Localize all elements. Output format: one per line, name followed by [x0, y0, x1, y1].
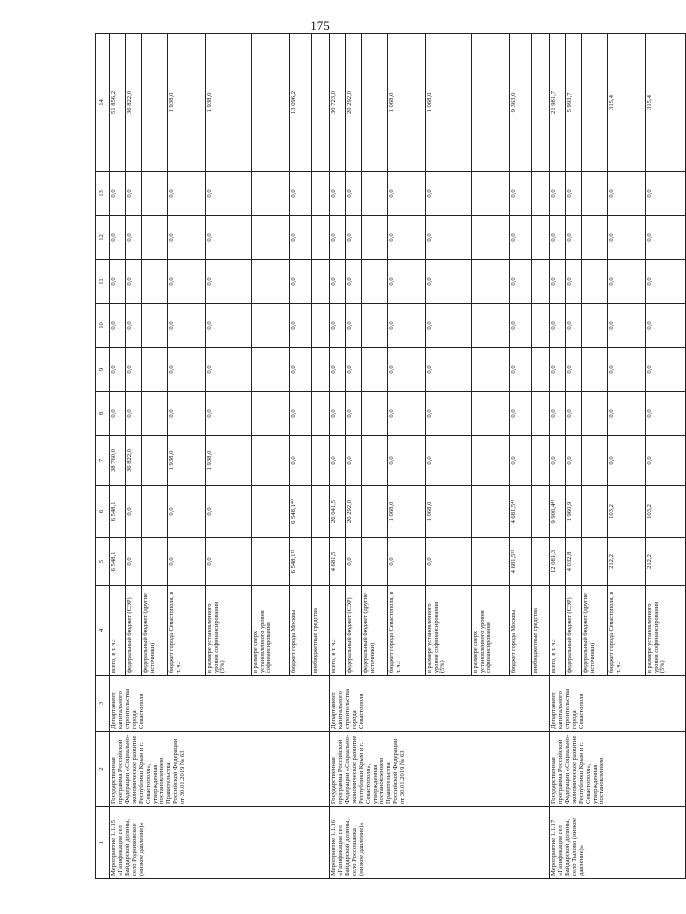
value-cell: 0,0 — [550, 436, 566, 486]
value-cell — [582, 436, 608, 486]
value-cell: 36 822,0 — [126, 34, 142, 172]
funding-source-cell: в размере сверх установленного уровня софинансирования — [472, 586, 510, 676]
value-cell: 0,0 — [566, 172, 582, 216]
value-cell: 0,0 — [550, 216, 566, 260]
value-cell: 0,0 — [346, 172, 362, 216]
value-cell: 4 681,5²² — [510, 538, 532, 586]
value-cell — [532, 304, 550, 348]
value-cell — [532, 348, 550, 392]
value-cell: 0,0 — [510, 392, 532, 436]
value-cell — [532, 486, 550, 538]
value-cell — [582, 260, 608, 304]
value-cell: 0,0 — [608, 436, 646, 486]
value-cell: 0,0 — [346, 348, 362, 392]
value-cell — [142, 538, 168, 586]
value-cell: 13 096,2 — [290, 34, 312, 172]
funding-source-cell: бюджет города Севастополя, в т. ч.: — [388, 586, 426, 676]
value-cell: 0,0 — [608, 260, 646, 304]
value-cell: 0,0 — [426, 172, 472, 216]
value-cell — [142, 304, 168, 348]
funding-source-cell: в размере установленного уровня софинансирования (5%) — [206, 586, 252, 676]
value-cell: 315,4 — [646, 34, 686, 172]
value-cell — [312, 436, 330, 486]
value-cell: 0,0 — [290, 392, 312, 436]
table-row — [110, 34, 126, 879]
value-cell: 38 760,0 — [110, 436, 126, 486]
value-cell — [142, 216, 168, 260]
funding-source-cell: федеральный бюджет (другие источники) — [582, 586, 608, 676]
value-cell: 0,0 — [330, 392, 346, 436]
value-cell — [252, 392, 290, 436]
value-cell: 0,0 — [126, 486, 142, 538]
value-cell: 0,0 — [388, 538, 426, 586]
col-header: 12 — [96, 216, 110, 260]
value-cell — [142, 172, 168, 216]
value-cell: 1 068,0 — [388, 486, 426, 538]
value-cell — [472, 260, 510, 304]
value-cell: 0,0 — [126, 172, 142, 216]
value-cell — [362, 172, 388, 216]
value-cell: 0,0 — [290, 216, 312, 260]
value-cell — [312, 216, 330, 260]
value-cell — [142, 348, 168, 392]
col-header: 10 — [96, 304, 110, 348]
funding-source-cell: внебюджетные средства — [312, 586, 330, 676]
value-cell: 0,0 — [550, 304, 566, 348]
value-cell — [532, 392, 550, 436]
value-cell — [532, 172, 550, 216]
value-cell: 0,0 — [330, 260, 346, 304]
value-cell — [362, 348, 388, 392]
value-cell: 0,0 — [330, 304, 346, 348]
value-cell: 0,0 — [168, 260, 206, 304]
value-cell: 0,0 — [290, 172, 312, 216]
value-cell — [142, 34, 168, 172]
value-cell: 6 548,1¹² — [290, 538, 312, 586]
value-cell — [472, 348, 510, 392]
value-cell: 0,0 — [388, 348, 426, 392]
value-cell: 0,0 — [550, 260, 566, 304]
value-cell: 1 938,0 — [168, 34, 206, 172]
value-cell: 0,0 — [388, 392, 426, 436]
value-cell: 0,0 — [426, 392, 472, 436]
value-cell: 0,0 — [168, 216, 206, 260]
value-cell: 0,0 — [206, 216, 252, 260]
col-header: 14 — [96, 34, 110, 172]
rotated-table-container — [95, 34, 667, 879]
program-cell: Государственная программа Российской Федерации «Социально-экономическое развитие Республики Крым и г. Севастополя», утвержденная постановлением — [550, 732, 686, 807]
value-cell: 0,0 — [550, 172, 566, 216]
value-cell: 0,0 — [126, 392, 142, 436]
event-cell: Мероприятие 1.1.16 «Газификация сел Байдарской долины, село Россошанка (низкое давление)» — [330, 807, 550, 879]
value-cell — [532, 216, 550, 260]
value-cell: 0,0 — [388, 260, 426, 304]
value-cell: 0,0 — [426, 304, 472, 348]
value-cell: 0,0 — [426, 216, 472, 260]
value-cell: 0,0 — [206, 486, 252, 538]
value-cell — [582, 348, 608, 392]
value-cell — [582, 216, 608, 260]
budget-table — [95, 33, 686, 879]
value-cell: 0,0 — [388, 216, 426, 260]
value-cell: 0,0 — [110, 392, 126, 436]
value-cell: 0,0 — [330, 216, 346, 260]
value-cell: 0,0 — [330, 348, 346, 392]
value-cell: 0,0 — [646, 392, 686, 436]
value-cell: 1 938,0 — [168, 436, 206, 486]
value-cell: 315,4 — [608, 34, 646, 172]
value-cell: 0,0 — [550, 348, 566, 392]
value-cell: 1 960,9 — [566, 486, 582, 538]
value-cell: 0,0 — [388, 304, 426, 348]
value-cell — [362, 34, 388, 172]
value-cell: 0,0 — [126, 216, 142, 260]
value-cell — [142, 392, 168, 436]
value-cell — [312, 348, 330, 392]
value-cell: 0,0 — [608, 172, 646, 216]
value-cell — [582, 304, 608, 348]
table-row — [330, 34, 346, 879]
value-cell — [582, 34, 608, 172]
value-cell — [582, 172, 608, 216]
department-cell: Департамент капитального строительства города Севастополя — [110, 676, 330, 732]
value-cell: 0,0 — [608, 304, 646, 348]
value-cell: 0,0 — [290, 260, 312, 304]
value-cell — [252, 216, 290, 260]
funding-source-cell: всего, в т. ч.: — [330, 586, 346, 676]
funding-source-cell: бюджет города Москвы — [290, 586, 312, 676]
funding-source-cell: всего, в т. ч.: — [550, 586, 566, 676]
value-cell: 0,0 — [346, 538, 362, 586]
funding-source-cell: бюджет города Севастополя, в т. ч.: — [608, 586, 646, 676]
value-cell: 0,0 — [608, 216, 646, 260]
value-cell: 0,0 — [330, 436, 346, 486]
value-cell — [362, 216, 388, 260]
col-header: 8 — [96, 392, 110, 436]
value-cell: 0,0 — [206, 304, 252, 348]
value-cell: 1 938,0 — [206, 436, 252, 486]
value-cell — [362, 436, 388, 486]
value-cell: 0,0 — [566, 216, 582, 260]
program-cell: Государственная программа Российской Федерации «Социально-экономическое развитие Республики Крым и г. Севастополя», утвержденная постановлением Правительства Российской Федерации от 30.01.2019 № 63 — [330, 732, 550, 807]
value-cell: 0,0 — [510, 436, 532, 486]
value-cell: 0,0 — [206, 392, 252, 436]
value-cell: 0,0 — [168, 172, 206, 216]
value-cell: 0,0 — [206, 260, 252, 304]
value-cell: 0,0 — [126, 304, 142, 348]
value-cell: 0,0 — [426, 348, 472, 392]
col-header: 1 — [96, 807, 110, 879]
value-cell: 0,0 — [168, 538, 206, 586]
value-cell: 212,2 — [608, 538, 646, 586]
funding-source-cell: федеральный бюджет (другие источники) — [362, 586, 388, 676]
event-cell: Мероприятие 1.1.15 «Газификация сел Байдарской долины, село Родниковское (низкое давление)» — [110, 807, 330, 879]
value-cell: 0,0 — [608, 392, 646, 436]
value-cell — [142, 436, 168, 486]
value-cell: 1 068,0 — [426, 486, 472, 538]
value-cell — [252, 34, 290, 172]
value-cell: 0,0 — [646, 348, 686, 392]
col-header: 11 — [96, 260, 110, 304]
value-cell: 4 681,5⁴¹ — [510, 486, 532, 538]
value-cell: 0,0 — [126, 348, 142, 392]
value-cell — [312, 304, 330, 348]
value-cell: 26 041,5 — [330, 486, 346, 538]
col-header: 5 — [96, 538, 110, 586]
value-cell: 0,0 — [110, 216, 126, 260]
value-cell: 0,0 — [346, 304, 362, 348]
value-cell: 0,0 — [566, 348, 582, 392]
value-cell: 21 981,7 — [550, 34, 566, 172]
value-cell — [252, 172, 290, 216]
value-cell: 0,0 — [206, 348, 252, 392]
value-cell: 0,0 — [646, 216, 686, 260]
value-cell: 0,0 — [646, 260, 686, 304]
funding-source-cell: всего, в т. ч.: — [110, 586, 126, 676]
value-cell: 0,0 — [168, 304, 206, 348]
col-header: 4 — [96, 586, 110, 676]
value-cell: 0,0 — [566, 392, 582, 436]
value-cell: 0,0 — [388, 172, 426, 216]
value-cell: 103,2 — [646, 486, 686, 538]
value-cell: 0,0 — [646, 436, 686, 486]
funding-source-cell: федеральный бюджет (другие источники) — [142, 586, 168, 676]
value-cell: 0,0 — [426, 436, 472, 486]
value-cell — [252, 348, 290, 392]
value-cell: 0,0 — [510, 172, 532, 216]
value-cell — [362, 260, 388, 304]
col-header: 6 — [96, 486, 110, 538]
value-cell — [252, 260, 290, 304]
col-header: 2 — [96, 732, 110, 807]
value-cell — [472, 538, 510, 586]
value-cell: 0,0 — [126, 260, 142, 304]
page-number: 175 — [310, 18, 330, 33]
value-cell — [252, 486, 290, 538]
department-cell: Департамент капитального строительства города Севастополя — [550, 676, 686, 732]
col-header: 9 — [96, 348, 110, 392]
value-cell — [582, 392, 608, 436]
funding-source-cell: в размере сверх установленного уровня софинансирования — [252, 586, 290, 676]
value-cell: 6 548,1 — [110, 538, 126, 586]
value-cell: 0,0 — [566, 260, 582, 304]
value-cell: 0,0 — [110, 172, 126, 216]
value-cell: 0,0 — [510, 304, 532, 348]
value-cell — [252, 436, 290, 486]
value-cell: 0,0 — [346, 436, 362, 486]
value-cell: 1 938,0 — [206, 34, 252, 172]
value-cell: 0,0 — [110, 260, 126, 304]
value-cell — [532, 260, 550, 304]
value-cell — [472, 486, 510, 538]
table-body — [110, 34, 686, 879]
value-cell: 0,0 — [168, 392, 206, 436]
value-cell: 30 723,0 — [330, 34, 346, 172]
value-cell — [312, 172, 330, 216]
funding-source-cell: федеральный бюджет (СЭР) — [346, 586, 362, 676]
value-cell — [312, 538, 330, 586]
value-cell: 6 548,1 — [110, 486, 126, 538]
funding-source-cell: в размере установленного уровня софинансирования (5%) — [426, 586, 472, 676]
value-cell: 0,0 — [110, 348, 126, 392]
value-cell — [312, 260, 330, 304]
funding-source-cell: бюджет города Москвы — [510, 586, 532, 676]
value-cell: 0,0 — [550, 392, 566, 436]
value-cell: 4 681,5 — [330, 538, 346, 586]
value-cell — [472, 304, 510, 348]
event-cell: Мероприятие 1.1.17 «Газификация сел Байдарской долины, село Тылово (низкое давление)» — [550, 807, 686, 879]
value-cell — [532, 34, 550, 172]
col-header: 13 — [96, 172, 110, 216]
column-number-row — [96, 34, 110, 879]
program-cell: Государственная программа Российской Федерации «Социально-экономическое развитие Республики Крым и г. Севастополя», утвержденная постановлением Правительства Российской Федерации от 30.01.2019 № 63 — [110, 732, 330, 807]
value-cell — [252, 304, 290, 348]
value-cell — [362, 538, 388, 586]
value-cell: 4 032,8 — [566, 538, 582, 586]
value-cell — [312, 392, 330, 436]
value-cell: 0,0 — [510, 260, 532, 304]
value-cell: 1 068,0 — [426, 34, 472, 172]
department-cell: Департамент капитального строительства города Севастополя — [330, 676, 550, 732]
value-cell: 12 081,3 — [550, 538, 566, 586]
value-cell: 0,0 — [290, 304, 312, 348]
value-cell: 0,0 — [330, 172, 346, 216]
value-cell: 0,0 — [110, 304, 126, 348]
value-cell — [362, 304, 388, 348]
value-cell: 0,0 — [206, 538, 252, 586]
value-cell: 9 363,0 — [510, 34, 532, 172]
value-cell — [142, 486, 168, 538]
value-cell — [312, 486, 330, 538]
value-cell: 0,0 — [290, 348, 312, 392]
value-cell: 0,0 — [566, 304, 582, 348]
value-cell: 51 856,2 — [110, 34, 126, 172]
funding-source-cell: внебюджетные средства — [532, 586, 550, 676]
value-cell: 36 822,0 — [126, 436, 142, 486]
value-cell — [362, 486, 388, 538]
value-cell: 9 900,4⁴² — [550, 486, 566, 538]
value-cell: 0,0 — [388, 436, 426, 486]
value-cell — [142, 260, 168, 304]
value-cell: 1 068,0 — [388, 34, 426, 172]
table-row — [550, 34, 566, 879]
value-cell: 20 292,0 — [346, 34, 362, 172]
funding-source-cell: федеральный бюджет (СЭР) — [126, 586, 142, 676]
funding-source-cell: в размере установленного уровня софинансирования (5%) — [646, 586, 686, 676]
value-cell: 0,0 — [510, 216, 532, 260]
value-cell: 0,0 — [290, 436, 312, 486]
value-cell: 0,0 — [168, 348, 206, 392]
value-cell: 0,0 — [510, 348, 532, 392]
value-cell — [312, 34, 330, 172]
value-cell: 212,2 — [646, 538, 686, 586]
value-cell: 0,0 — [346, 392, 362, 436]
value-cell: 0,0 — [346, 216, 362, 260]
value-cell: 5 993,7 — [566, 34, 582, 172]
col-header: 7 — [96, 436, 110, 486]
value-cell — [252, 538, 290, 586]
value-cell: 0,0 — [426, 260, 472, 304]
value-cell: 0,0 — [206, 172, 252, 216]
value-cell: 0,0 — [426, 538, 472, 586]
value-cell — [582, 486, 608, 538]
value-cell: 0,0 — [168, 486, 206, 538]
funding-source-cell: бюджет города Севастополя, в т. ч.: — [168, 586, 206, 676]
value-cell: 0,0 — [346, 260, 362, 304]
value-cell: 0,0 — [608, 348, 646, 392]
funding-source-cell: федеральный бюджет (СЭР) — [566, 586, 582, 676]
value-cell — [472, 172, 510, 216]
value-cell: 6 548,1⁴⁰ — [290, 486, 312, 538]
value-cell: 20 292,0 — [346, 486, 362, 538]
value-cell: 103,2 — [608, 486, 646, 538]
value-cell — [472, 392, 510, 436]
value-cell: 0,0 — [566, 436, 582, 486]
value-cell: 0,0 — [646, 304, 686, 348]
col-header: 3 — [96, 676, 110, 732]
value-cell — [582, 538, 608, 586]
value-cell — [472, 216, 510, 260]
value-cell — [532, 538, 550, 586]
value-cell — [472, 34, 510, 172]
value-cell — [362, 392, 388, 436]
value-cell: 0,0 — [646, 172, 686, 216]
value-cell — [472, 436, 510, 486]
value-cell — [532, 436, 550, 486]
value-cell: 0,0 — [126, 538, 142, 586]
